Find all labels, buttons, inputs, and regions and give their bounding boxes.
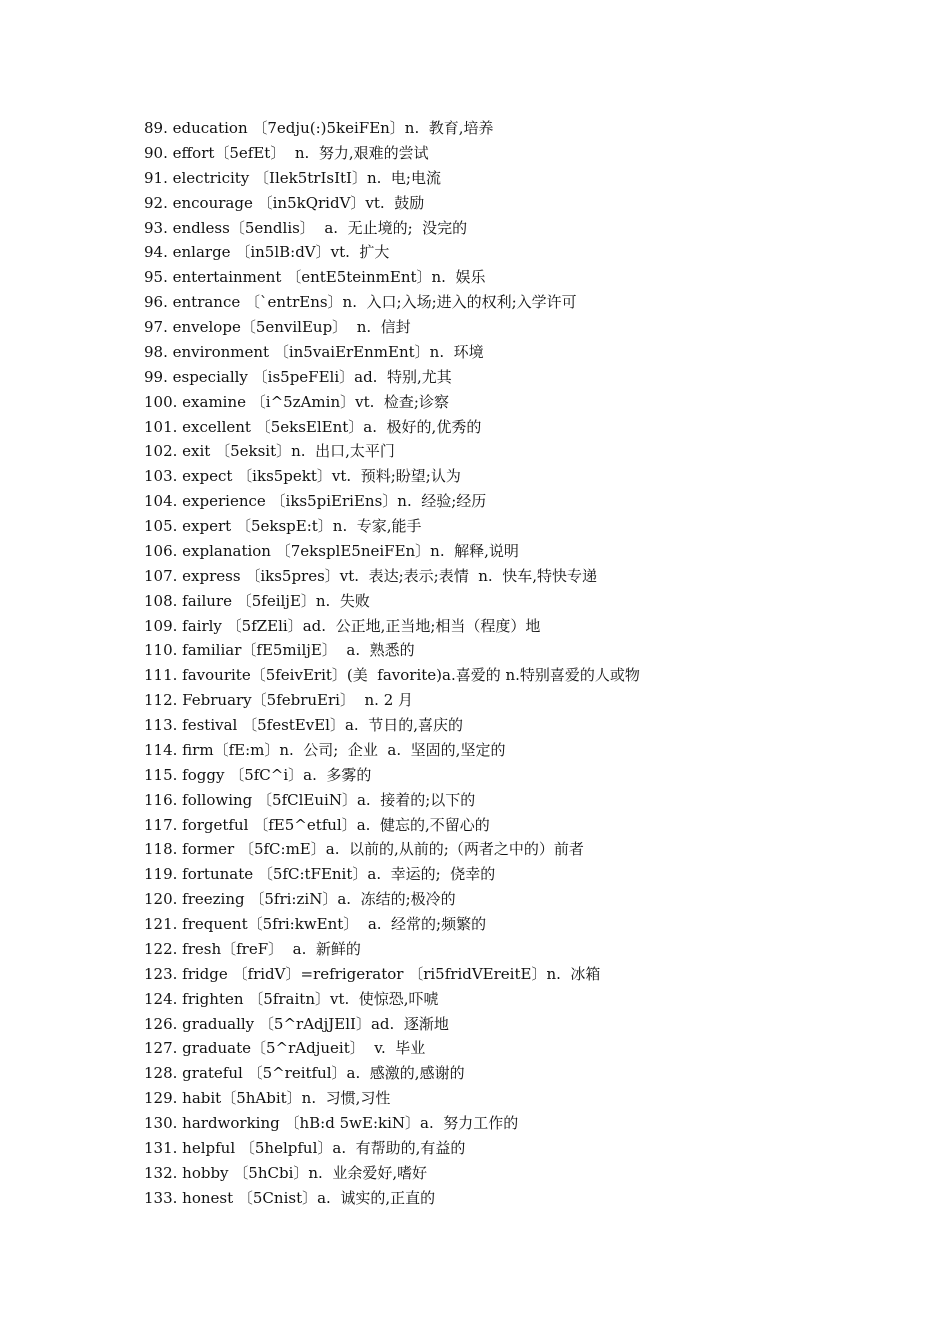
vocab-entry: 106. explanation 〔7eksplE5neiFEn〕n. 解释,说明 [144,541,519,560]
vocab-entry: 92. encourage 〔in5kQridV〕vt. 鼓励 [144,193,425,212]
vocab-entry: 128. grateful 〔5^reitful〕a. 感激的,感谢的 [144,1064,465,1083]
vocab-entry: 112. February〔5februEri〕 n. 2 月 [144,691,414,710]
vocab-entry: 121. frequent〔5fri:kwEnt〕 a. 经常的;频繁的 [144,915,487,933]
vocab-entry: 93. endless〔5endlis〕 a. 无止境的; 没完的 [144,218,468,237]
vocab-entry: 126. gradually 〔5^rAdjJElI〕ad. 逐渐地 [144,1014,449,1033]
vocab-entry: 118. former 〔5fC:mE〕a. 以前的,从前的;（两者之中的）前者 [144,840,584,859]
vocab-entry: 105. expert 〔5ekspE:t〕n. 专家,能手 [144,517,422,535]
vocab-entry: 109. fairly 〔5fZEli〕ad. 公正地,正当地;相当（程度）地 [144,616,541,635]
vocab-entry: 100. examine 〔i^5zAmin〕vt. 检查;诊察 [144,392,449,411]
vocab-entry: 110. familiar〔fE5miljE〕 a. 熟悉的 [144,641,415,660]
vocab-entry: 123. fridge 〔fridV〕=refrigerator 〔ri5fridVEreitE〕n. 冰箱 [144,964,601,983]
vocab-entry: 132. hobby 〔5hCbi〕n. 业余爱好,嗜好 [144,1163,428,1182]
vocab-entry: 96. entrance 〔`entrEns〕n. 入口;入场;进入的权利;入学许可 [144,293,577,312]
vocab-entry: 115. foggy 〔5fC^i〕a. 多雾的 [144,765,372,784]
vocab-entry: 108. failure 〔5feiljE〕n. 失败 [144,591,370,610]
vocab-entry: 119. fortunate 〔5fC:tFEnit〕a. 幸运的; 侥幸的 [144,865,496,884]
vocab-entry: 102. exit 〔5eksit〕n. 出口,太平门 [144,442,395,461]
vocab-entry: 124. frighten 〔5fraitn〕vt. 使惊恐,吓唬 [144,989,439,1008]
vocab-entry: 122. fresh〔freF〕 a. 新鲜的 [144,939,361,958]
vocab-entry: 111. favourite〔5feivErit〕(美 favorite)a.喜爱的 n.特别喜爱的人或物 [144,666,640,685]
vocab-entry: 114. firm〔fE:m〕n. 公司; 企业 a. 坚固的,坚定的 [144,740,506,759]
vocab-entry: 104. experience 〔iks5piEriEns〕n. 经验;经历 [144,492,487,511]
vocab-entry: 99. especially 〔is5peFEli〕ad. 特别,尤其 [144,367,452,386]
vocab-entry: 113. festival 〔5festEvEl〕a. 节日的,喜庆的 [144,716,463,734]
vocab-entry: 101. excellent 〔5eksElEnt〕a. 极好的,优秀的 [144,417,482,436]
vocab-entry: 97. envelope〔5envilEup〕 n. 信封 [144,318,411,336]
vocab-entry: 116. following 〔5fClEuiN〕a. 接着的;以下的 [144,790,476,809]
vocab-entry: 117. forgetful 〔fE5^etful〕a. 健忘的,不留心的 [144,815,490,834]
vocab-entry: 94. enlarge 〔in5lB:dV〕vt. 扩大 [144,243,390,262]
vocab-entry: 103. expect 〔iks5pekt〕vt. 预料;盼望;认为 [144,467,461,486]
vocab-entry: 133. honest 〔5Cnist〕a. 诚实的,正直的 [144,1188,436,1207]
vocab-entry: 90. effort〔5efEt〕 n. 努力,艰难的尝试 [144,143,429,162]
vocab-entry: 107. express 〔iks5pres〕vt. 表达;表示;表情 n. 快车,特快专递 [144,566,597,585]
vocab-entry: 129. habit〔5hAbit〕n. 习惯,习性 [144,1089,391,1108]
vocab-entry: 98. environment 〔in5vaiErEnmEnt〕n. 环境 [144,342,484,361]
vocab-entry: 91. electricity 〔Ilek5trIsItI〕n. 电;电流 [144,168,441,187]
vocabulary-list [144,116,934,1211]
vocab-entry: 130. hardworking 〔hB:d 5wE:kiN〕a. 努力工作的 [144,1114,519,1132]
vocab-entry: 95. entertainment 〔entE5teinmEnt〕n. 娱乐 [144,268,486,287]
vocab-entry: 127. graduate〔5^rAdjueit〕 v. 毕业 [144,1039,426,1058]
vocab-entry: 120. freezing 〔5fri:ziN〕a. 冻结的;极冷的 [144,890,456,909]
vocab-entry: 131. helpful 〔5helpful〕a. 有帮助的,有益的 [144,1138,466,1157]
vocab-entry: 89. education 〔7edju(:)5keiFEn〕n. 教育,培养 [144,119,494,137]
